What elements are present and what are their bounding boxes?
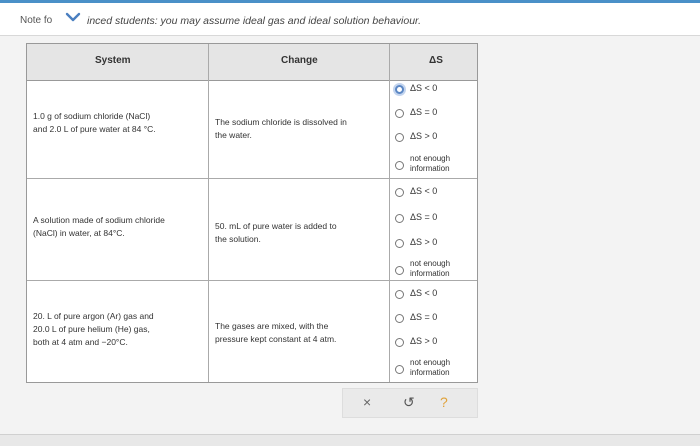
radio[interactable] (395, 188, 404, 197)
note-prefix: Note fo (20, 15, 53, 26)
radio[interactable] (395, 266, 404, 275)
row3-change: The gases are mixed, with the pressure kept constant at 4 atm. (215, 321, 337, 344)
answer-toolbar (342, 388, 478, 418)
row3-option-ds-zero[interactable]: ΔS = 0 (395, 311, 475, 331)
clear-icon[interactable]: × (363, 394, 372, 410)
help-icon[interactable]: ? (440, 394, 448, 410)
note-bar (0, 3, 700, 36)
radio[interactable] (395, 338, 404, 347)
radio-selected[interactable] (395, 85, 404, 94)
row3-option-not-enough-info[interactable]: not enough information (395, 362, 475, 382)
note-text: inced students: you may assume ideal gas and ideal solution behaviour. (87, 15, 422, 27)
header-ds: ΔS (429, 55, 443, 66)
row1-option-ds-positive[interactable]: ΔS > 0 (395, 130, 475, 150)
chevron-down-icon (63, 11, 83, 25)
radio[interactable] (395, 133, 404, 142)
entropy-table (26, 43, 478, 383)
radio[interactable] (395, 314, 404, 323)
radio[interactable] (395, 365, 404, 374)
row1-option-ds-negative[interactable]: ΔS < 0 (395, 82, 475, 102)
column-divider (389, 44, 390, 382)
column-divider (208, 44, 209, 382)
radio[interactable] (395, 214, 404, 223)
row1-option-not-enough-info[interactable]: not enough information (395, 158, 475, 178)
row2-option-ds-zero[interactable]: ΔS = 0 (395, 211, 475, 231)
row3-system: 20. L of pure argon (Ar) gas and 20.0 L of pure helium (He) gas, both at 4 atm and −20°C. (33, 311, 154, 347)
row1-system: 1.0 g of sodium chloride (NaCl) and 2.0 L of pure water at 84 °C. (33, 111, 156, 134)
row2-option-ds-negative[interactable]: ΔS < 0 (395, 185, 475, 205)
radio[interactable] (395, 290, 404, 299)
row2-option-not-enough-info[interactable]: not enough information (395, 263, 475, 283)
radio[interactable] (395, 109, 404, 118)
row2-option-ds-positive[interactable]: ΔS > 0 (395, 236, 475, 256)
expand-note-button[interactable] (63, 11, 83, 25)
row1-option-ds-zero[interactable]: ΔS = 0 (395, 106, 475, 126)
header-system: System (95, 55, 131, 66)
row1-change: The sodium chloride is dissolved in the water. (215, 117, 347, 140)
row3-option-ds-positive[interactable]: ΔS > 0 (395, 335, 475, 355)
radio[interactable] (395, 161, 404, 170)
table-header (27, 44, 477, 81)
header-change: Change (281, 55, 318, 66)
undo-icon[interactable]: ↺ (403, 394, 415, 410)
row2-system: A solution made of sodium chloride (NaCl) in water, at 84°C. (33, 215, 165, 238)
row3-option-ds-negative[interactable]: ΔS < 0 (395, 287, 475, 307)
row-divider (27, 178, 477, 179)
radio[interactable] (395, 239, 404, 248)
bottom-bar (0, 434, 700, 446)
row2-change: 50. mL of pure water is added to the solution. (215, 221, 337, 244)
